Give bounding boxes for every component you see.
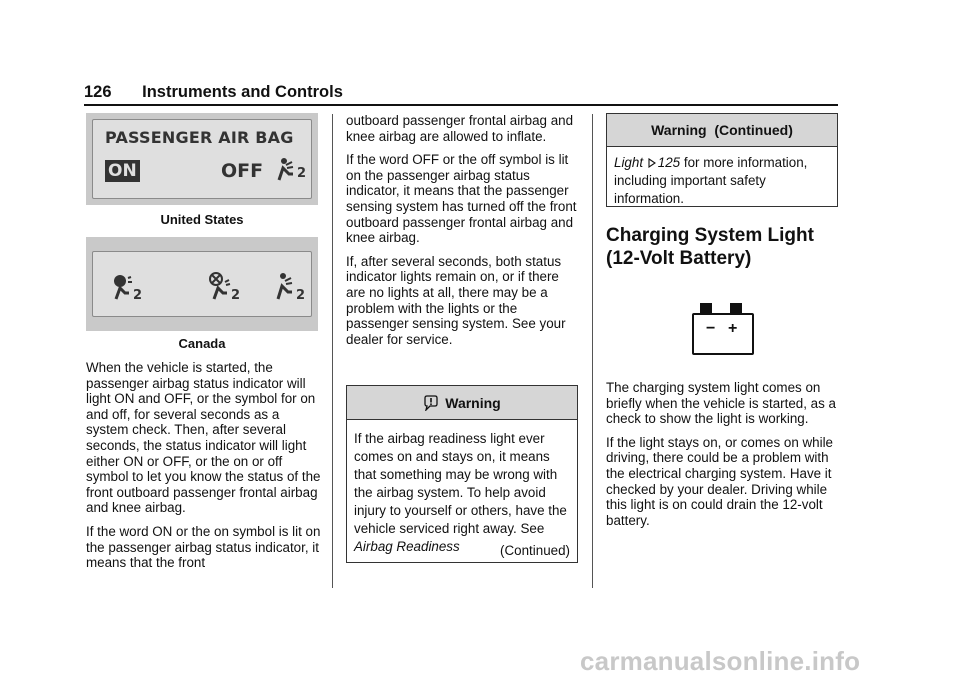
column-1-text	[86, 360, 322, 579]
paragraph: If the word ON or the on symbol is lit on the passenger airbag status indicator, it means that the front	[86, 523, 321, 571]
svg-text:2: 2	[297, 166, 307, 181]
column-2-text	[346, 113, 580, 355]
passenger-airbag-on-icon	[111, 272, 147, 302]
chapter-title: Instruments and Controls	[142, 83, 343, 101]
battery-plus: +	[728, 320, 738, 337]
page-number: 126	[84, 83, 112, 101]
warning-continued-header	[607, 114, 837, 147]
warning-continued-text: for more information, including important safety information.	[614, 155, 808, 206]
header-rule	[84, 104, 838, 106]
svg-text:2: 2	[133, 288, 143, 302]
warning-icon	[423, 395, 439, 411]
passenger-airbag-off-icon	[273, 156, 309, 184]
airbag-off-symbol-icon	[207, 270, 245, 302]
us-airbag-panel	[86, 113, 318, 205]
warning-body	[347, 420, 577, 556]
paragraph: If the light stays on, or comes on while driving, there could be a problem with the electrical charging system. Have it checked by your dealer. Driving while this light is on could drain the 12-volt battery.	[606, 434, 834, 528]
paragraph: outboard passenger frontal airbag and knee airbag are allowed to inflate.	[346, 113, 574, 144]
canada-airbag-panel	[86, 237, 318, 331]
airbag-readiness-reference[interactable]: Airbag Readiness	[354, 539, 460, 554]
section-title	[606, 224, 814, 270]
us-panel-display	[92, 119, 312, 199]
warning-box	[346, 385, 578, 563]
svg-text:2: 2	[231, 288, 241, 302]
battery-icon	[692, 303, 754, 353]
on-indicator: ON	[105, 160, 140, 182]
warning-header	[347, 386, 577, 420]
column-3-text	[606, 380, 842, 536]
canada-caption: Canada	[178, 336, 226, 351]
paragraph: If, after several seconds, both status indicator lights remain on, or if there are no lights at all, there may be a problem with the lights or the passenger sensing system. See your dealer for service.	[346, 253, 566, 347]
page-reference-number[interactable]: 125	[657, 155, 681, 170]
warning-continued-body	[607, 147, 837, 208]
warning-continued-title: Warning (Continued)	[651, 122, 793, 138]
paragraph: The charging system light comes on briefly when the vehicle is started, as a check to show the light is working.	[606, 380, 836, 427]
passenger-airbag-icon	[271, 270, 309, 302]
section-title-line-2: (12-Volt Battery)	[606, 248, 752, 269]
continued-label: (Continued)	[500, 543, 570, 558]
page-reference-icon	[648, 158, 657, 168]
column-divider-2	[592, 114, 593, 588]
warning-title: Warning	[445, 394, 501, 411]
us-caption: United States	[160, 212, 244, 227]
section-title-line-1: Charging System Light	[606, 225, 814, 246]
warning-text: If the airbag readiness light ever comes on and stays on, it means that something may be wrong with the airbag system. To help avoid injury to yourself or others, have the vehicle serviced right away. See	[354, 431, 567, 536]
off-indicator: OFF	[221, 160, 264, 182]
paragraph: If the word OFF or the off symbol is lit on the passenger airbag status indicator, it means that the passenger sensing system has turned off the front outboard passenger frontal airbag and knee airbag.	[346, 152, 577, 246]
canada-panel-display	[92, 251, 312, 317]
us-panel-title: PASSENGER AIR BAG	[105, 128, 294, 147]
watermark: carmanualsonline.info	[580, 646, 861, 676]
paragraph: When the vehicle is started, the passenger airbag status indicator will light ON and OFF, or the symbol for on and off, for several seconds as a system check. Then, after several seconds, the status indicator will light either ON or OFF, or the on or off symbol to let you know the status of the front outboard passenger frontal airbag and knee airbag.	[86, 360, 321, 516]
light-reference[interactable]: Light	[614, 155, 644, 170]
warning-continued-box	[606, 113, 838, 207]
svg-text:2: 2	[296, 288, 306, 302]
battery-minus: −	[706, 320, 716, 337]
page-header	[84, 83, 343, 102]
column-divider-1	[332, 114, 333, 588]
